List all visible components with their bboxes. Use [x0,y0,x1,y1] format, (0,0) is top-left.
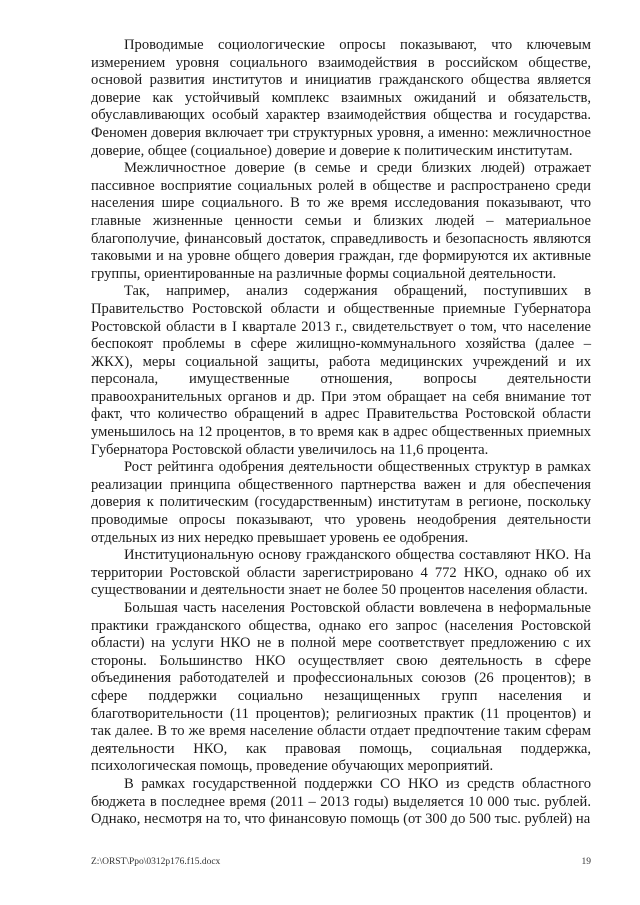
footer-file-path: Z:\ORST\Ppo\0312p176.f15.docx [91,857,221,867]
document-body [91,37,591,829]
page-number: 19 [581,857,591,867]
paragraph-5: Институциональную основу гражданского общества составляют НКО. На территории Ростовской области зарегистрировано 4 772 НКО, однако об их существовании и деятельности знает не более 50 процентов населения области. [91,547,591,599]
paragraph-7: В рамках государственной поддержки СО НКО из средств областного бюджета в последнее время (2011 – 2013 годы) выделяется 10 000 тыс. рублей. Однако, несмотря на то, что финансовую помощь (от 300 до 500 тыс. рублей) на [91,775,591,828]
paragraph-4: Рост рейтинга одобрения деятельности общественных структур в рамках реализации принципа общественного партнерства важен и для обеспечения доверия к политическим (государственным) институтам в регионе, поскольку проводимые опросы показывают, что уровень неодобрения деятельности отдельных из них нередко превышает уровень ее одобрения. [91,459,591,546]
paragraph-6: Большая часть населения Ростовской области вовлечена в неформальные практики гражданского общества, однако его запрос (населения Ростовской области) на услуги НКО не в полной мере соответствует предложению с их стороны. Большинство НКО осуществляет свою деятельность в сфере объединения работодателей и профессиональных союзов (26 процентов); в сфере поддержки социально незащищенных групп населения и благотворительности (11 процентов); религиозных практик (11 процентов) и так далее. В то же время население области отдает предпочтение таким сферам деятельности НКО, как правовая помощь, социальная поддержка, психологическая помощь, проведение обучающих мероприятий. [91,600,591,775]
paragraph-3: Так, например, анализ содержания обращений, поступивших в Правительство Ростовской области и общественные приемные Губернатора Ростовской области в I квартале 2013 г., свидетельствует о том, что население беспокоят проблемы в сфере жилищно-коммунального хозяйства (далее – ЖКХ), меры социальной защиты, работа медицинских учреждений и их персонала, имущественные отношения, вопросы деятельности правоохранительных органов и др. При этом обращает на себя внимание тот факт, что количество обращений в адрес Правительства Ростовской области уменьшилось на 12 процентов, в то время как в адрес общественных приемных Губернатора Ростовской области увеличилось на 11,6 процента. [91,283,591,458]
paragraph-1: Проводимые социологические опросы показывают, что ключевым измерением уровня социального взаимодействия в российском обществе, основой развития институтов и инициатив гражданского общества является доверие как устойчивый комплекс взаимных ожиданий и обязательств, обуславливающих особый характер взаимодействия общества и государства. Феномен доверия включает три структурных уровня, а именно: межличностное доверие, общее (социальное) доверие и доверие к политическим институтам. [91,37,591,159]
paragraph-2: Межличностное доверие (в семье и среди близких людей) отражает пассивное восприятие социальных ролей в обществе и распространено среди населения шире социального. В то же время исследования показывают, что главные жизненные ценности семьи и близких людей – материальное благополучие, финансовый достаток, справедливость и безопасность являются таковыми и на уровне общего доверия граждан, где формируются их активные группы, ориентированные на различные формы социальной деятельности. [91,160,591,282]
